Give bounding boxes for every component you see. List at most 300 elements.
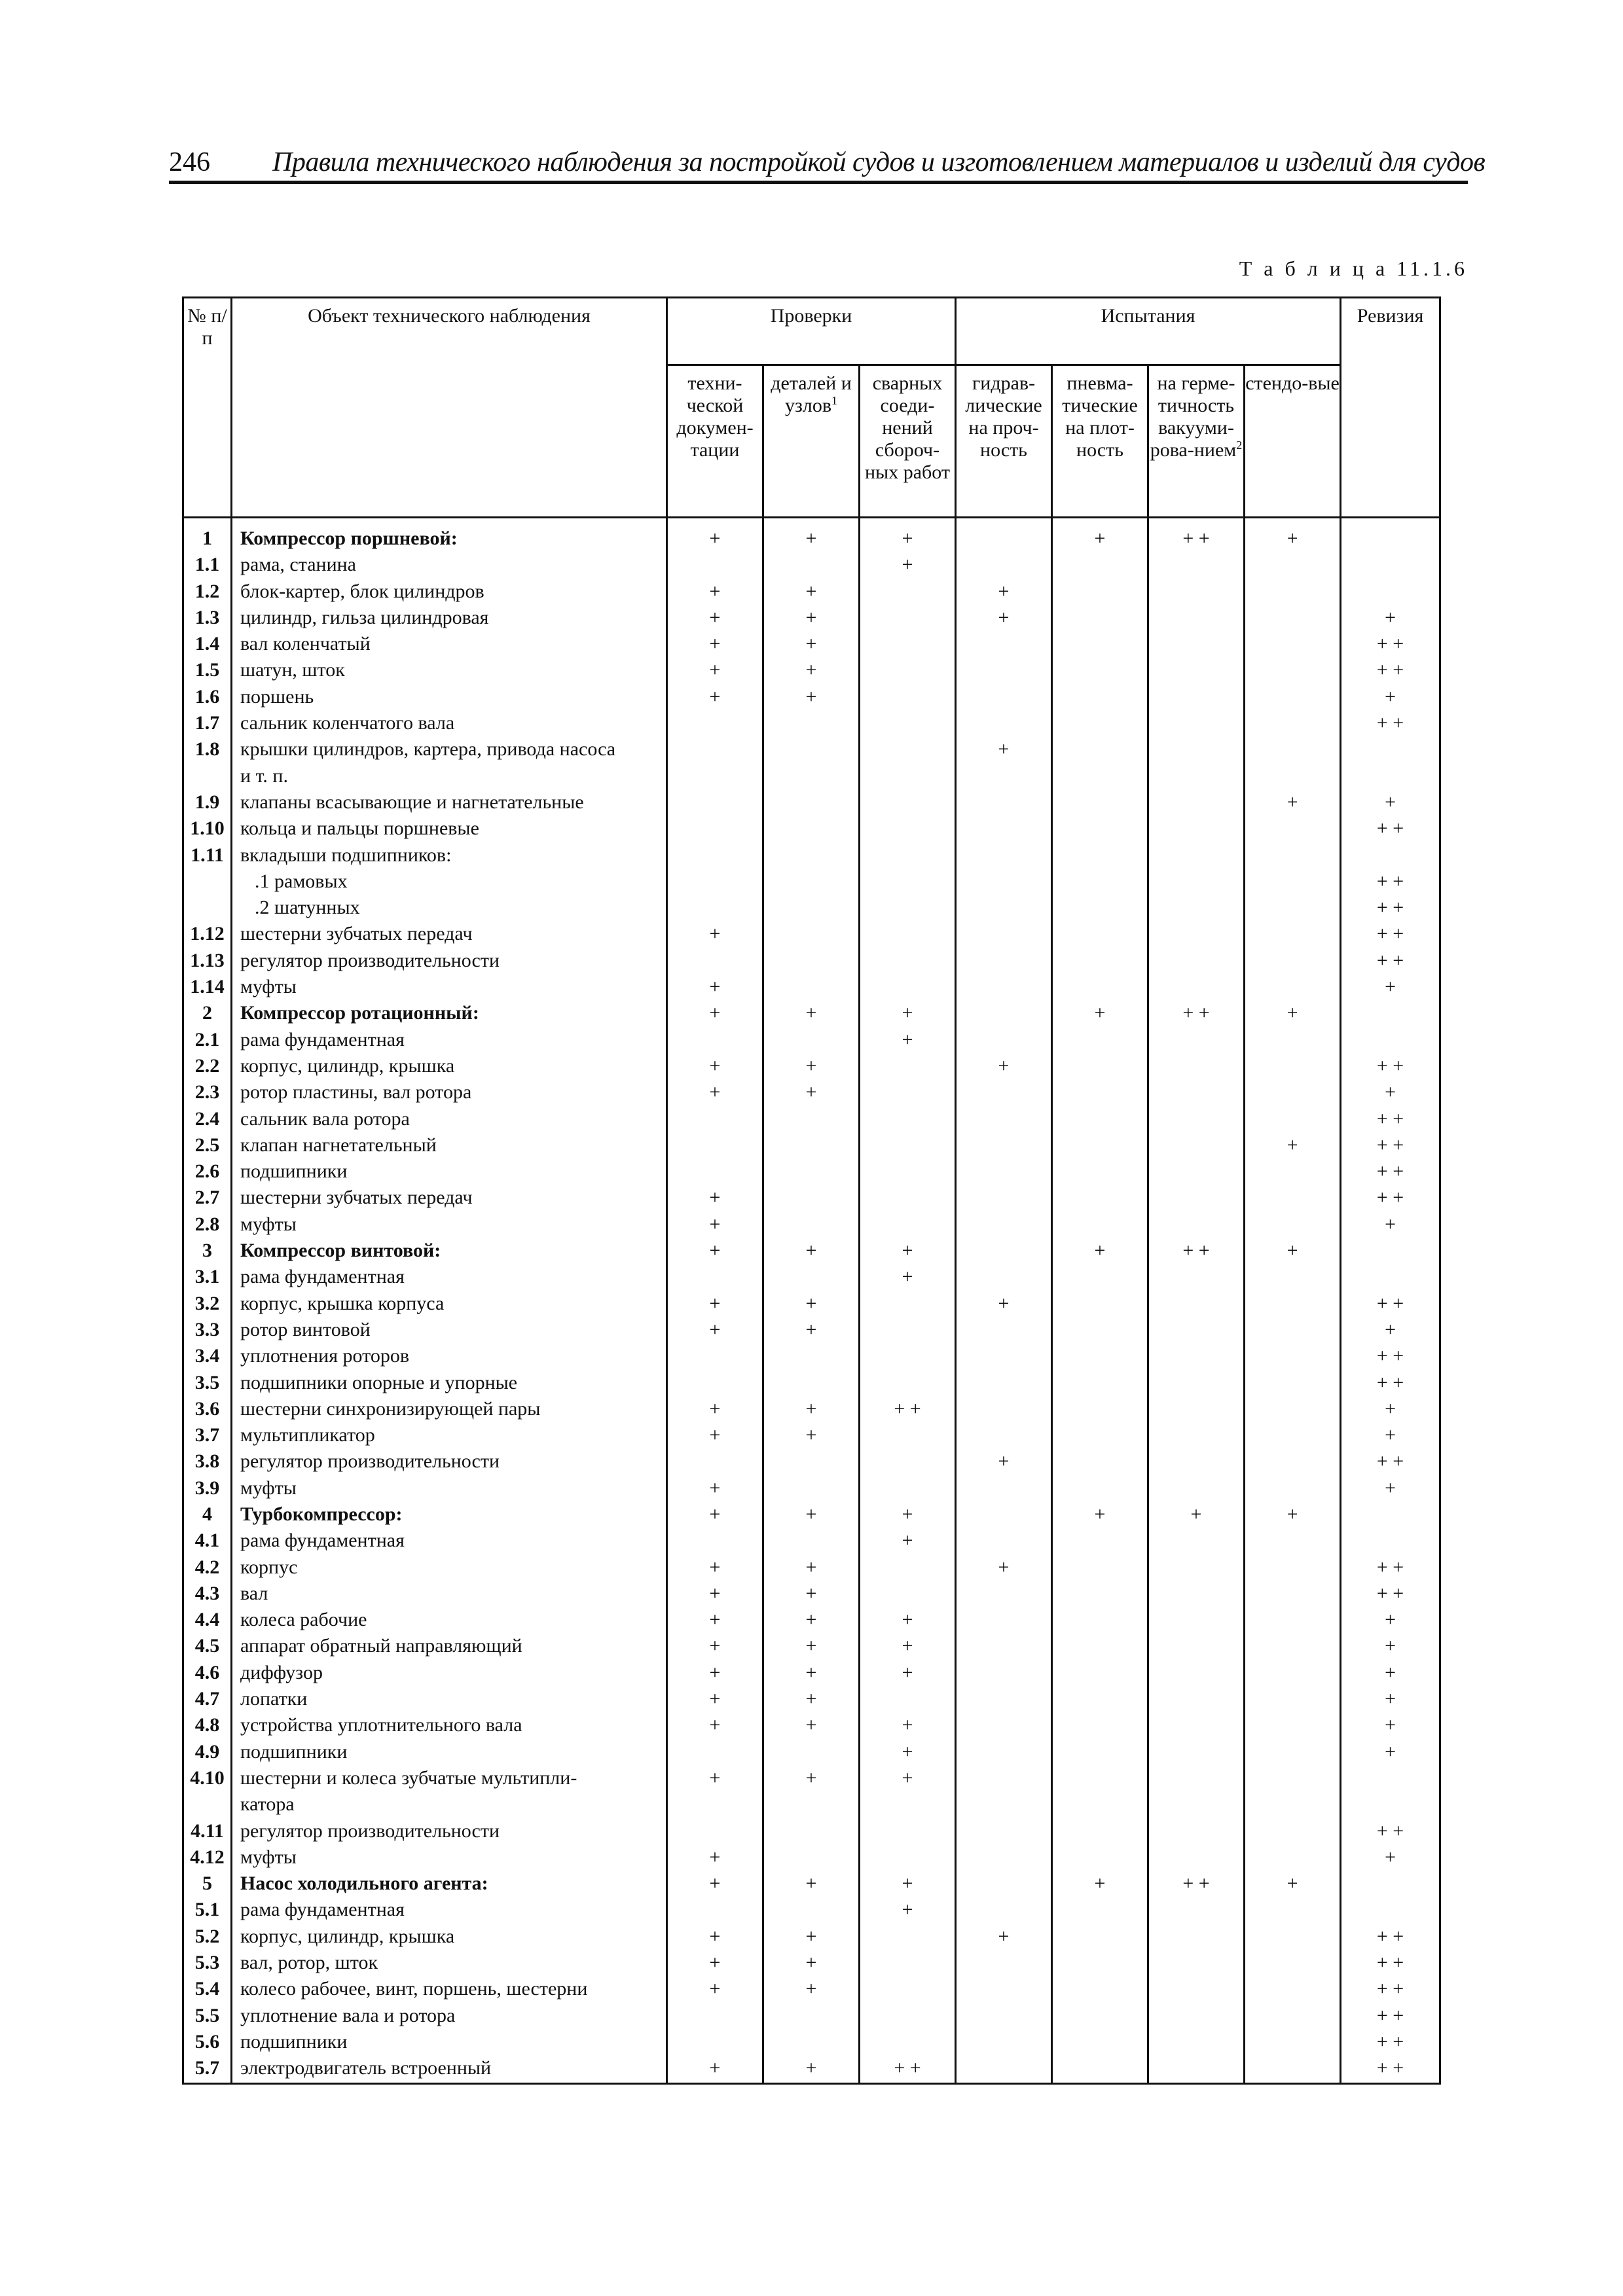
mark-test-hydro: [956, 1159, 1052, 1185]
mark-test-vacuum: [1148, 895, 1245, 922]
mark-test-vacuum: [1148, 1660, 1245, 1687]
mark-check-weld: [860, 579, 956, 605]
mark-test-vacuum: [1148, 1792, 1245, 1818]
mark-test-vacuum: [1148, 2056, 1245, 2083]
row-number: 5.6: [183, 2030, 232, 2056]
mark-test-bench: [1245, 685, 1341, 711]
mark-revision: [1341, 764, 1440, 790]
header-revision: Ревизия: [1341, 298, 1440, 518]
mark-check-doc: [667, 1133, 763, 1159]
mark-revision: +: [1341, 1080, 1440, 1106]
table-row: [183, 1291, 1440, 1318]
row-number: 1: [183, 518, 232, 553]
table-row: [183, 869, 1440, 895]
mark-revision: +: [1341, 790, 1440, 816]
mark-test-pneu: [1052, 1133, 1148, 1159]
mark-check-parts: +: [763, 579, 860, 605]
table-row: [183, 1001, 1440, 1027]
mark-test-vacuum: [1148, 1344, 1245, 1370]
mark-check-weld: [860, 605, 956, 632]
row-number: 1.4: [183, 632, 232, 658]
row-number: 2.7: [183, 1185, 232, 1211]
header-check-doc: техни-ческой докумен-тации: [667, 365, 763, 518]
mark-revision: [1341, 552, 1440, 579]
row-number: 2: [183, 1001, 232, 1027]
mark-test-hydro: [956, 1950, 1052, 1977]
mark-check-doc: +: [667, 922, 763, 948]
mark-check-doc: +: [667, 1687, 763, 1713]
mark-check-doc: +: [667, 2056, 763, 2083]
mark-revision: +: [1341, 1845, 1440, 1871]
mark-check-weld: [860, 1792, 956, 1818]
mark-revision: +: [1341, 1660, 1440, 1687]
row-number: 5.7: [183, 2056, 232, 2083]
mark-revision: +: [1341, 1423, 1440, 1449]
mark-check-parts: [763, 790, 860, 816]
mark-test-hydro: [956, 869, 1052, 895]
row-object: Турбокомпрессор:: [232, 1502, 667, 1528]
mark-revision: + +: [1341, 1581, 1440, 1607]
mark-check-doc: +: [667, 1845, 763, 1871]
mark-test-vacuum: [1148, 1318, 1245, 1344]
row-object: рама фундаментная: [232, 1028, 667, 1054]
mark-test-bench: [1245, 605, 1341, 632]
mark-revision: +: [1341, 1212, 1440, 1238]
mark-test-hydro: [956, 658, 1052, 684]
mark-check-doc: [667, 1344, 763, 1370]
mark-check-parts: [763, 895, 860, 922]
row-object: сальник вала ротора: [232, 1107, 667, 1133]
mark-test-pneu: [1052, 816, 1148, 842]
mark-check-parts: +: [763, 1687, 860, 1713]
table-row: [183, 1054, 1440, 1080]
mark-check-weld: +: [860, 1740, 956, 1766]
inspection-table: [182, 296, 1441, 2085]
row-number: 2.8: [183, 1212, 232, 1238]
mark-revision: +: [1341, 1634, 1440, 1660]
mark-check-weld: + +: [860, 1397, 956, 1423]
mark-check-weld: [860, 1344, 956, 1370]
header-test-vacuum: на герме-тичность вакууми-рова-нием$^2$: [1148, 365, 1245, 518]
row-number: 1.12: [183, 922, 232, 948]
mark-check-doc: +: [667, 1423, 763, 1449]
header-check-parts: деталей и узлов$^1$: [763, 365, 860, 518]
mark-check-doc: +: [667, 1660, 763, 1687]
mark-test-bench: [1245, 1845, 1341, 1871]
mark-test-pneu: [1052, 711, 1148, 737]
table-row: [183, 518, 1440, 553]
mark-check-parts: [763, 737, 860, 763]
mark-test-vacuum: [1148, 1634, 1245, 1660]
mark-test-vacuum: [1148, 2003, 1245, 2030]
table-row: [183, 685, 1440, 711]
mark-revision: + +: [1341, 1107, 1440, 1133]
table-row: [183, 948, 1440, 975]
mark-test-vacuum: [1148, 1897, 1245, 1924]
mark-check-weld: [860, 1977, 956, 2003]
mark-test-bench: [1245, 1713, 1341, 1739]
row-number: 1.9: [183, 790, 232, 816]
row-object: клапаны всасывающие и нагнетательные: [232, 790, 667, 816]
mark-revision: + +: [1341, 1054, 1440, 1080]
mark-check-parts: +: [763, 1001, 860, 1027]
mark-test-bench: [1245, 975, 1341, 1001]
table-row: [183, 1371, 1440, 1397]
mark-test-bench: [1245, 552, 1341, 579]
header-test-pneu: пневма-тические на плот-ность: [1052, 365, 1148, 518]
mark-check-doc: [667, 948, 763, 975]
mark-revision: [1341, 518, 1440, 553]
header-test-hydro: гидрав-лические на проч-ность: [956, 365, 1052, 518]
table-row: [183, 1792, 1440, 1818]
table-row: [183, 1107, 1440, 1133]
mark-check-weld: [860, 1555, 956, 1581]
mark-test-hydro: [956, 1238, 1052, 1265]
table-row: [183, 1397, 1440, 1423]
mark-test-pneu: [1052, 975, 1148, 1001]
mark-check-parts: +: [763, 1766, 860, 1792]
mark-check-weld: [860, 1107, 956, 1133]
mark-test-hydro: [956, 1792, 1052, 1818]
mark-test-bench: [1245, 711, 1341, 737]
mark-check-parts: +: [763, 1581, 860, 1607]
mark-test-bench: +: [1245, 1871, 1341, 1897]
table-row: [183, 1581, 1440, 1607]
mark-test-bench: [1245, 2030, 1341, 2056]
mark-test-hydro: [956, 975, 1052, 1001]
row-object: подшипники опорные и упорные: [232, 1371, 667, 1397]
mark-check-doc: +: [667, 518, 763, 553]
mark-test-bench: +: [1245, 1238, 1341, 1265]
mark-check-weld: [860, 948, 956, 975]
mark-test-bench: [1245, 1977, 1341, 2003]
mark-test-bench: +: [1245, 518, 1341, 553]
row-number: [183, 1792, 232, 1818]
mark-test-pneu: +: [1052, 1502, 1148, 1528]
mark-test-vacuum: [1148, 1607, 1245, 1634]
row-object: подшипники: [232, 1740, 667, 1766]
mark-revision: + +: [1341, 632, 1440, 658]
mark-check-weld: +: [860, 552, 956, 579]
row-object: подшипники: [232, 1159, 667, 1185]
mark-test-pneu: [1052, 1819, 1148, 1845]
table-row: [183, 1080, 1440, 1106]
mark-test-pneu: [1052, 1792, 1148, 1818]
row-number: 2.6: [183, 1159, 232, 1185]
mark-revision: + +: [1341, 895, 1440, 922]
row-object: муфты: [232, 975, 667, 1001]
mark-test-vacuum: [1148, 1977, 1245, 2003]
table-row: [183, 579, 1440, 605]
mark-check-weld: [860, 2030, 956, 2056]
mark-test-pneu: [1052, 1423, 1148, 1449]
mark-test-bench: [1245, 632, 1341, 658]
mark-test-pneu: [1052, 1265, 1148, 1291]
row-object: мультипликатор: [232, 1423, 667, 1449]
mark-revision: + +: [1341, 869, 1440, 895]
mark-test-hydro: [956, 790, 1052, 816]
mark-test-pneu: [1052, 1634, 1148, 1660]
mark-check-parts: [763, 2003, 860, 2030]
mark-check-weld: [860, 1476, 956, 1502]
mark-test-hydro: [956, 1185, 1052, 1211]
mark-check-parts: +: [763, 1977, 860, 2003]
row-number: 1.3: [183, 605, 232, 632]
mark-test-hydro: [956, 1080, 1052, 1106]
mark-test-hydro: [956, 1423, 1052, 1449]
row-object: регулятор производительности: [232, 1819, 667, 1845]
table-row: [183, 1238, 1440, 1265]
mark-test-vacuum: [1148, 1423, 1245, 1449]
row-number: 2.3: [183, 1080, 232, 1106]
mark-test-hydro: [956, 2003, 1052, 2030]
mark-test-bench: [1245, 1054, 1341, 1080]
mark-revision: +: [1341, 1318, 1440, 1344]
row-number: 1.8: [183, 737, 232, 763]
mark-test-bench: [1245, 1476, 1341, 1502]
header-checks: Проверки: [667, 298, 956, 365]
mark-check-weld: [860, 2003, 956, 2030]
mark-test-vacuum: [1148, 1212, 1245, 1238]
table-row: [183, 632, 1440, 658]
mark-check-parts: [763, 1344, 860, 1370]
mark-test-pneu: [1052, 1897, 1148, 1924]
mark-test-pneu: [1052, 1713, 1148, 1739]
mark-check-doc: +: [667, 975, 763, 1001]
mark-test-bench: [1245, 579, 1341, 605]
mark-test-hydro: [956, 1107, 1052, 1133]
mark-test-pneu: [1052, 1924, 1148, 1950]
mark-revision: + +: [1341, 1291, 1440, 1318]
mark-test-vacuum: + +: [1148, 1871, 1245, 1897]
mark-test-pneu: [1052, 1845, 1148, 1871]
mark-test-pneu: [1052, 869, 1148, 895]
mark-test-pneu: [1052, 737, 1148, 763]
row-object: вкладыши подшипников:: [232, 843, 667, 869]
row-number: 3.8: [183, 1449, 232, 1475]
mark-revision: + +: [1341, 1371, 1440, 1397]
mark-test-bench: [1245, 1344, 1341, 1370]
row-number: 5.4: [183, 1977, 232, 2003]
mark-test-hydro: [956, 632, 1052, 658]
mark-test-hydro: [956, 1845, 1052, 1871]
mark-check-doc: [667, 1528, 763, 1554]
mark-test-pneu: [1052, 1080, 1148, 1106]
header-num: № п/п: [183, 298, 232, 518]
mark-test-hydro: [956, 1766, 1052, 1792]
table-row: [183, 843, 1440, 869]
mark-revision: + +: [1341, 922, 1440, 948]
mark-test-bench: [1245, 1924, 1341, 1950]
mark-revision: +: [1341, 1740, 1440, 1766]
row-number: 4.2: [183, 1555, 232, 1581]
row-object: аппарат обратный направляющий: [232, 1634, 667, 1660]
mark-check-weld: [860, 1318, 956, 1344]
row-object: вал коленчатый: [232, 632, 667, 658]
mark-test-vacuum: [1148, 711, 1245, 737]
mark-test-hydro: [956, 1528, 1052, 1554]
table-row: [183, 658, 1440, 684]
row-object: лопатки: [232, 1687, 667, 1713]
mark-test-bench: [1245, 1397, 1341, 1423]
mark-test-bench: [1245, 1555, 1341, 1581]
mark-check-doc: +: [667, 1634, 763, 1660]
mark-test-vacuum: [1148, 2030, 1245, 2056]
mark-test-hydro: +: [956, 605, 1052, 632]
mark-test-pneu: [1052, 1291, 1148, 1318]
mark-test-bench: [1245, 1028, 1341, 1054]
mark-test-bench: +: [1245, 1502, 1341, 1528]
row-object: поршень: [232, 685, 667, 711]
mark-check-doc: +: [667, 1318, 763, 1344]
table-row: [183, 1871, 1440, 1897]
mark-test-hydro: [956, 1607, 1052, 1634]
mark-check-weld: +: [860, 1766, 956, 1792]
row-number: 5.2: [183, 1924, 232, 1950]
mark-check-parts: +: [763, 1318, 860, 1344]
table-row: [183, 1897, 1440, 1924]
mark-test-vacuum: [1148, 737, 1245, 763]
mark-test-hydro: [956, 685, 1052, 711]
mark-check-doc: [667, 895, 763, 922]
row-object: муфты: [232, 1845, 667, 1871]
row-number: [183, 764, 232, 790]
mark-test-bench: [1245, 1212, 1341, 1238]
row-number: 1.13: [183, 948, 232, 975]
mark-check-parts: +: [763, 1080, 860, 1106]
mark-check-doc: +: [667, 1291, 763, 1318]
mark-check-parts: [763, 1819, 860, 1845]
row-number: 1.1: [183, 552, 232, 579]
row-number: 3.4: [183, 1344, 232, 1370]
mark-test-hydro: [956, 518, 1052, 553]
row-object: регулятор производительности: [232, 948, 667, 975]
mark-test-bench: [1245, 1897, 1341, 1924]
mark-check-parts: +: [763, 1634, 860, 1660]
mark-test-bench: [1245, 2003, 1341, 2030]
row-number: 3.7: [183, 1423, 232, 1449]
mark-check-doc: +: [667, 1502, 763, 1528]
mark-test-pneu: [1052, 2003, 1148, 2030]
mark-test-pneu: [1052, 579, 1148, 605]
mark-revision: +: [1341, 1687, 1440, 1713]
mark-check-doc: +: [667, 1238, 763, 1265]
mark-test-pneu: [1052, 948, 1148, 975]
mark-test-bench: [1245, 1950, 1341, 1977]
mark-test-vacuum: [1148, 1819, 1245, 1845]
row-number: 3.3: [183, 1318, 232, 1344]
mark-check-doc: +: [667, 658, 763, 684]
mark-test-bench: [1245, 1159, 1341, 1185]
mark-check-weld: [860, 1212, 956, 1238]
mark-check-parts: [763, 1371, 860, 1397]
mark-test-pneu: [1052, 790, 1148, 816]
table-row: [183, 711, 1440, 737]
mark-test-bench: [1245, 1660, 1341, 1687]
mark-check-doc: [667, 2003, 763, 2030]
header-test-bench: стендо-вые: [1245, 365, 1341, 518]
table-row: [183, 895, 1440, 922]
mark-check-doc: +: [667, 1555, 763, 1581]
row-object: и т. п.: [232, 764, 667, 790]
mark-revision: + +: [1341, 2030, 1440, 2056]
mark-check-weld: [860, 1080, 956, 1106]
row-number: 4.11: [183, 1819, 232, 1845]
row-object: кольца и пальцы поршневые: [232, 816, 667, 842]
mark-test-bench: [1245, 1740, 1341, 1766]
mark-test-bench: [1245, 2056, 1341, 2083]
mark-check-weld: [860, 1054, 956, 1080]
row-object: Компрессор поршневой:: [232, 518, 667, 553]
mark-test-vacuum: [1148, 1740, 1245, 1766]
mark-test-hydro: [956, 816, 1052, 842]
mark-test-vacuum: [1148, 1133, 1245, 1159]
mark-test-pneu: [1052, 1660, 1148, 1687]
table-row: [183, 1133, 1440, 1159]
mark-check-weld: [860, 1133, 956, 1159]
mark-revision: +: [1341, 605, 1440, 632]
table-row: [183, 1845, 1440, 1871]
mark-test-vacuum: [1148, 658, 1245, 684]
row-object: рама фундаментная: [232, 1265, 667, 1291]
mark-check-weld: [860, 1845, 956, 1871]
mark-revision: + +: [1341, 1950, 1440, 1977]
mark-check-weld: [860, 1924, 956, 1950]
mark-test-hydro: [956, 1371, 1052, 1397]
mark-test-pneu: [1052, 1687, 1148, 1713]
mark-test-hydro: [956, 711, 1052, 737]
mark-check-weld: [860, 737, 956, 763]
mark-check-parts: +: [763, 1423, 860, 1449]
mark-test-hydro: [956, 1687, 1052, 1713]
mark-check-weld: [860, 1423, 956, 1449]
mark-check-doc: [667, 1792, 763, 1818]
row-number: [183, 895, 232, 922]
mark-check-weld: +: [860, 1713, 956, 1739]
table-row: [183, 790, 1440, 816]
mark-test-pneu: +: [1052, 1001, 1148, 1027]
mark-test-vacuum: [1148, 1476, 1245, 1502]
mark-check-weld: [860, 816, 956, 842]
mark-check-parts: [763, 552, 860, 579]
mark-test-vacuum: [1148, 975, 1245, 1001]
mark-revision: [1341, 1766, 1440, 1792]
mark-check-parts: +: [763, 2056, 860, 2083]
mark-test-pneu: +: [1052, 518, 1148, 553]
mark-check-parts: [763, 816, 860, 842]
mark-check-weld: [860, 790, 956, 816]
table-row: [183, 1555, 1440, 1581]
mark-test-vacuum: [1148, 1159, 1245, 1185]
mark-check-weld: [860, 843, 956, 869]
mark-test-pneu: [1052, 685, 1148, 711]
mark-test-vacuum: [1148, 1397, 1245, 1423]
mark-check-parts: +: [763, 605, 860, 632]
mark-test-bench: [1245, 869, 1341, 895]
row-object: вал: [232, 1581, 667, 1607]
mark-test-hydro: [956, 1212, 1052, 1238]
mark-test-pneu: [1052, 1212, 1148, 1238]
mark-check-doc: [667, 790, 763, 816]
row-object: шестерни зубчатых передач: [232, 922, 667, 948]
mark-check-parts: [763, 764, 860, 790]
table-row: [183, 552, 1440, 579]
row-number: 1.14: [183, 975, 232, 1001]
mark-test-pneu: [1052, 922, 1148, 948]
mark-check-weld: [860, 1291, 956, 1318]
table-row: [183, 2056, 1440, 2083]
mark-check-parts: +: [763, 685, 860, 711]
